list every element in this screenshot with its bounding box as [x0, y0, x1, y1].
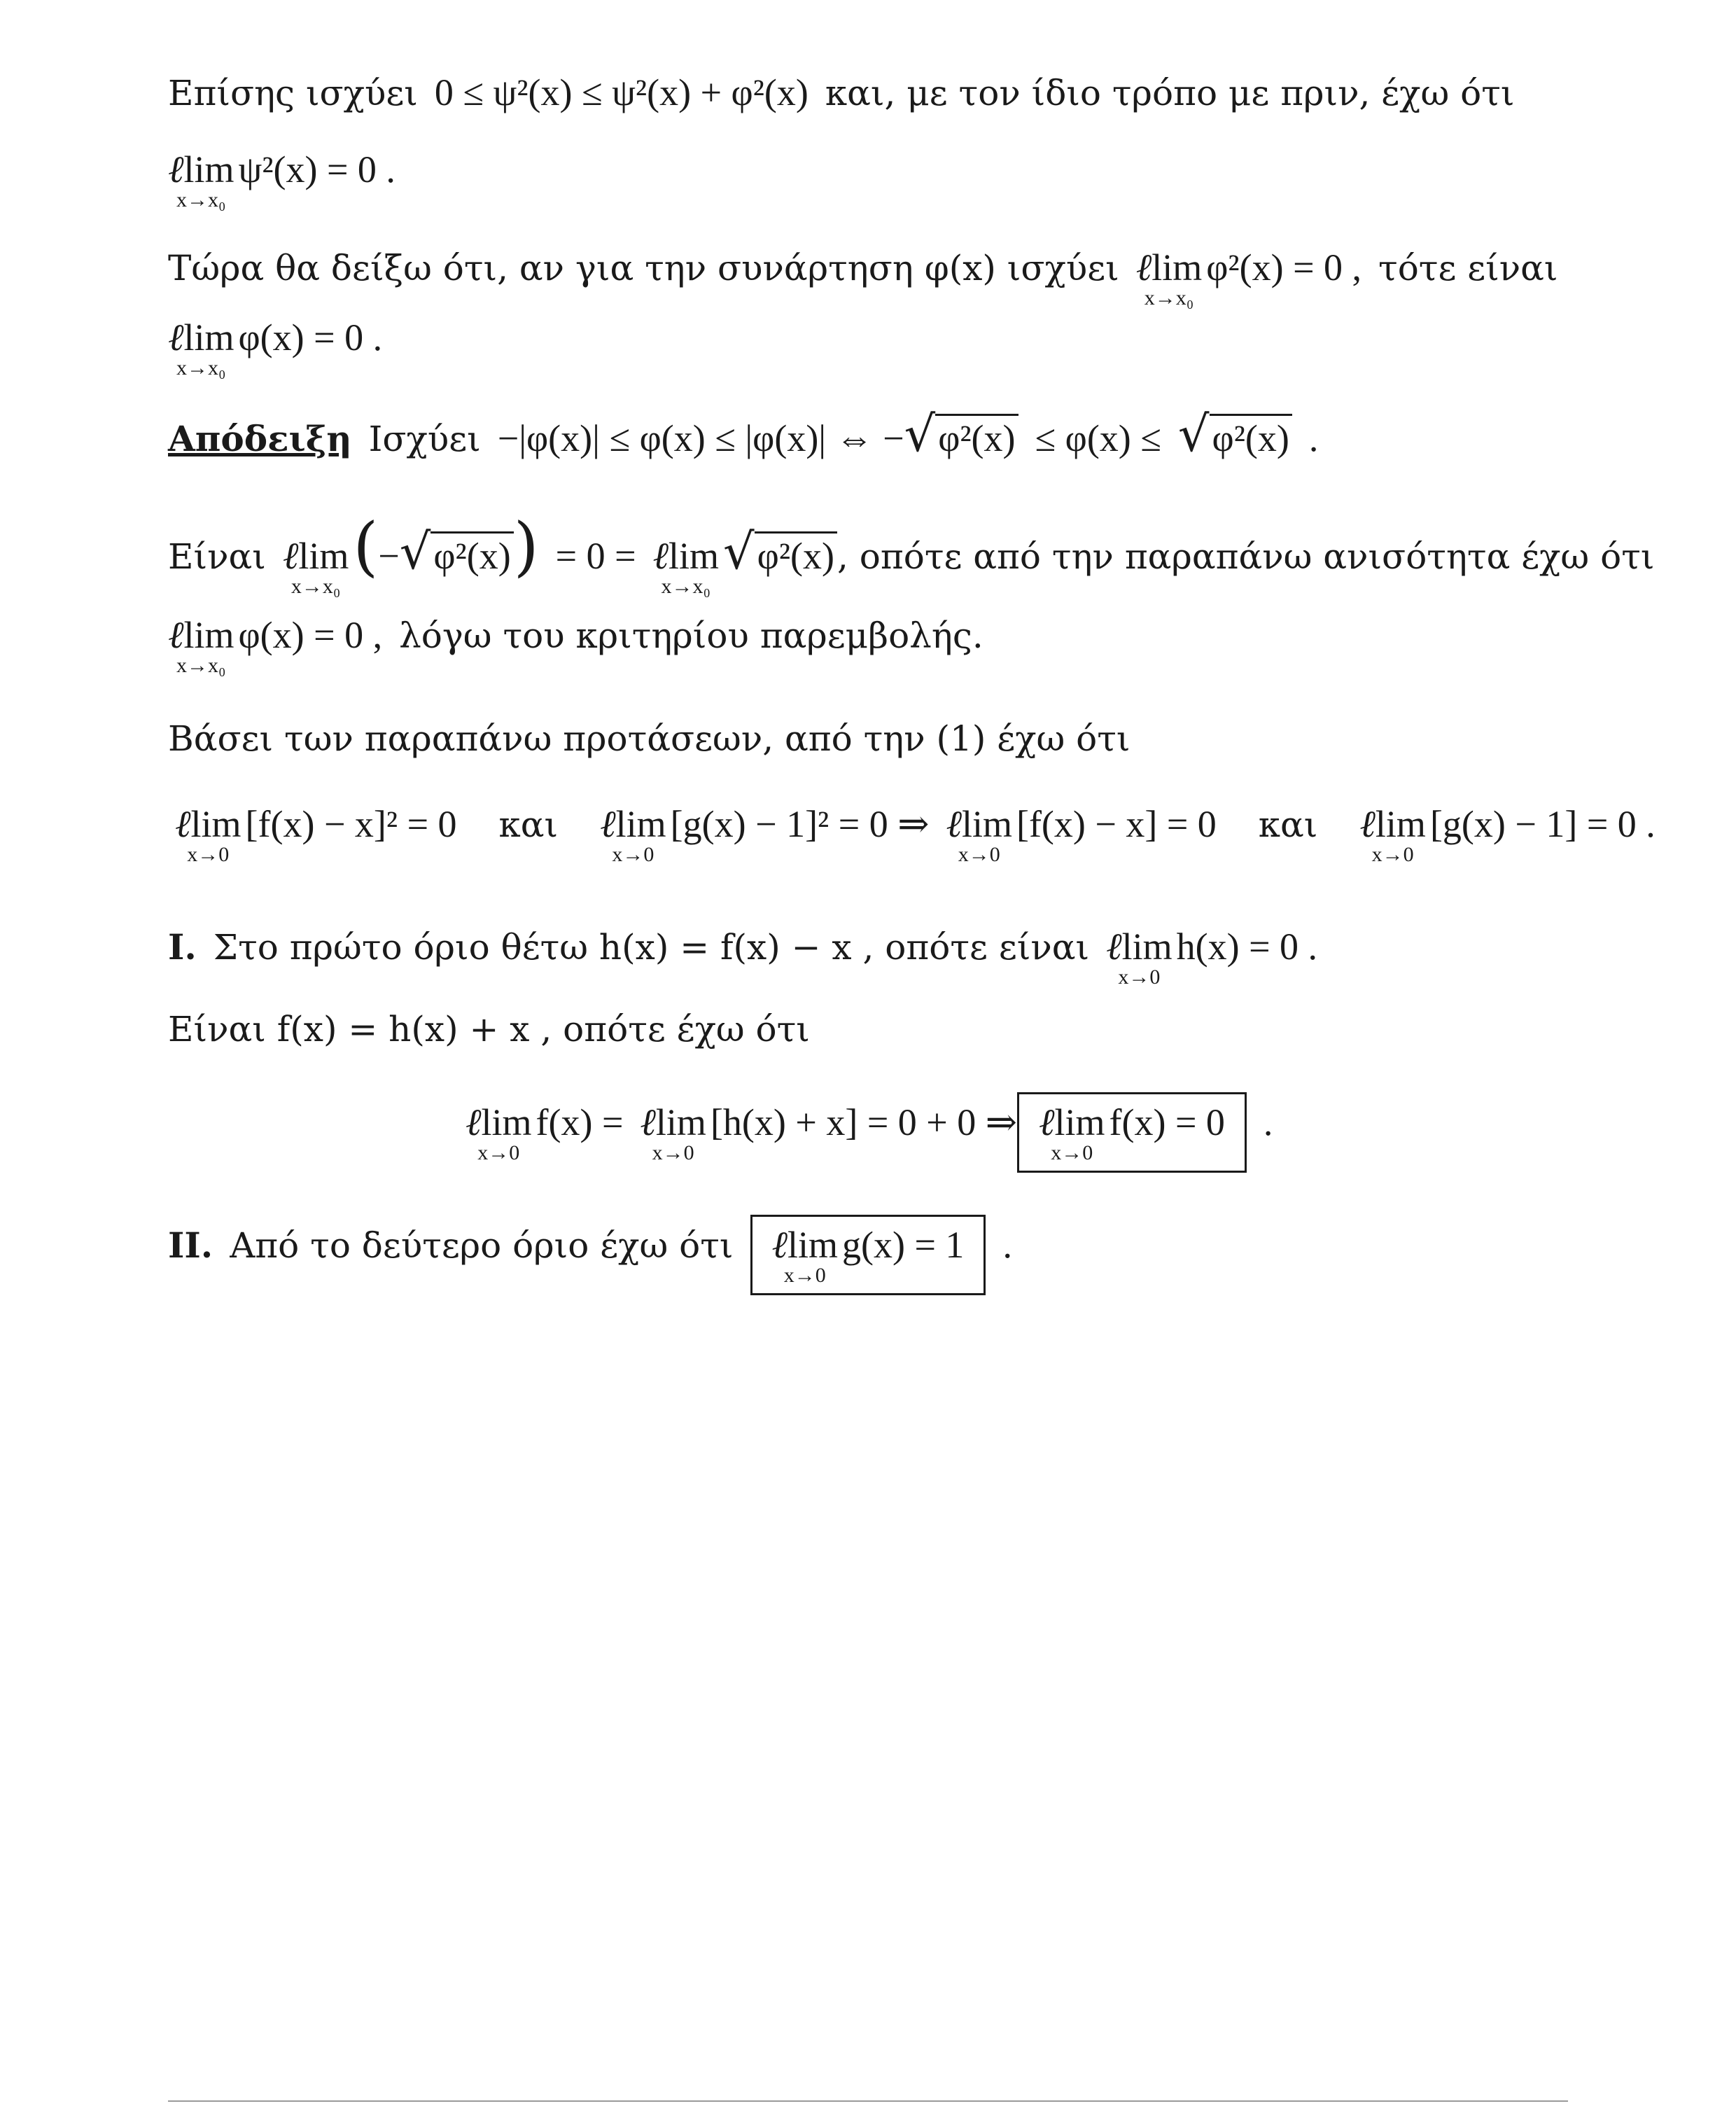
text: τότε είναι — [1378, 248, 1558, 288]
math: h(x) = 0 . — [1176, 926, 1318, 968]
line-1 — [168, 70, 1515, 116]
limit-sub: x→0 — [958, 842, 1000, 866]
line-12 — [465, 1092, 1273, 1173]
text: Τώρα θα δείξω ότι, αν για την συνάρτηση φ(x) ισχύει — [168, 248, 1119, 288]
limit-sub: x→x₀ — [176, 653, 226, 677]
math: [g(x) − 1]² = 0 ⇒ — [670, 803, 930, 845]
limit: ℓlim x→x₀ — [652, 535, 720, 598]
math: φ²(x) = 0 , — [1206, 246, 1362, 288]
math: −|φ(x)| ≤ φ(x) ≤ |φ(x)| ⇔ − — [497, 417, 904, 459]
limit-sub: x→0 — [477, 1141, 520, 1164]
limit: ℓlim x→0 — [175, 803, 241, 866]
footer-divider — [168, 2100, 1568, 2102]
math: ψ²(x) = 0 . — [238, 148, 396, 190]
limit-sub: x→x₀ — [661, 574, 711, 598]
line-3 — [168, 245, 1558, 309]
line-5 — [168, 405, 1319, 463]
limit: ℓlim x→0 — [946, 803, 1012, 866]
limit: ℓlim x→x₀ — [1135, 246, 1203, 309]
limit-sub: x→0 — [612, 842, 654, 866]
limit: ℓlim x→x₀ — [168, 614, 234, 677]
line-13 — [168, 1215, 1012, 1295]
item-label: I. — [168, 926, 197, 968]
limit: ℓlim x→0 — [1106, 926, 1172, 989]
paren-close: ) — [513, 509, 539, 584]
item-label: II. — [168, 1225, 214, 1266]
text: Είναι — [168, 536, 266, 577]
text: λόγω του κριτηρίου παρεμβολής. — [399, 615, 983, 656]
math: 0 ≤ ψ²(x) ≤ ψ²(x) + φ²(x) — [434, 71, 808, 113]
paren-open: ( — [353, 509, 379, 584]
math: [h(x) + x] = 0 + 0 ⇒ — [710, 1101, 1017, 1143]
line-8 — [168, 718, 1130, 760]
sqrt: √ φ²(x) — [904, 410, 1018, 461]
line-7 — [168, 613, 983, 676]
line-2 — [168, 147, 396, 211]
sqrt: √ φ²(x) — [400, 527, 514, 579]
math: f(x) = — [536, 1101, 624, 1143]
limit: ℓlim x→x₀ — [168, 148, 234, 211]
period: . — [1308, 417, 1319, 459]
limit-sub: x→x₀ — [176, 188, 226, 211]
limit: ℓlim x→0 — [771, 1224, 839, 1287]
math: g(x) = 1 — [842, 1224, 965, 1266]
math: φ(x) = 0 . — [238, 316, 383, 358]
period: . — [1002, 1224, 1012, 1266]
line-9 — [175, 802, 1656, 865]
limit-sub: x→0 — [1051, 1141, 1093, 1164]
math: [f(x) − x] = 0 — [1016, 803, 1217, 845]
math: ≤ φ(x) ≤ — [1035, 417, 1161, 459]
line-6 — [168, 509, 1655, 598]
text: Είναι f(x) = h(x) + x , οπότε έχω ότι — [168, 1009, 810, 1049]
text: και — [498, 804, 559, 845]
limit: ℓlim x→x₀ — [282, 535, 349, 598]
limit: ℓlim x→0 — [1038, 1101, 1105, 1164]
proof-label: Απόδειξη — [168, 418, 352, 459]
period: . — [1263, 1101, 1273, 1143]
limit-sub: x→x₀ — [290, 574, 341, 598]
text: Επίσης ισχύει — [168, 73, 418, 113]
text: Βάσει των παραπάνω προτάσεων, από την (1) έχω ότι — [168, 718, 1130, 759]
text: και, με τον ίδιο τρόπο με πριν, έχω ότι — [825, 73, 1515, 113]
limit-sub: x→x₀ — [176, 356, 226, 379]
limit: ℓlim x→0 — [1359, 803, 1426, 866]
text: Ισχύει — [368, 419, 481, 459]
text: Από το δεύτερο όριο έχω ότι — [230, 1225, 734, 1266]
limit-sub: x→0 — [783, 1263, 826, 1287]
line-10 — [168, 924, 1317, 988]
math: φ(x) = 0 , — [238, 614, 383, 656]
math: f(x) = 0 — [1109, 1101, 1225, 1143]
sqrt: √ φ²(x) — [1178, 410, 1292, 461]
limit-sub: x→0 — [1118, 965, 1161, 989]
limit: ℓlim x→0 — [640, 1101, 706, 1164]
limit: ℓlim x→0 — [465, 1101, 532, 1164]
text: Στο πρώτο όριο θέτω h(x) = f(x) − x , οπότε είναι — [213, 927, 1090, 968]
sqrt: √ φ²(x) — [723, 527, 837, 579]
line-11 — [168, 1008, 810, 1050]
math: [f(x) − x]² = 0 — [245, 803, 457, 845]
text: και — [1258, 804, 1318, 845]
line-4 — [168, 315, 382, 379]
boxed-result — [750, 1215, 986, 1295]
boxed-result — [1017, 1092, 1247, 1173]
math: − — [378, 535, 400, 577]
limit: ℓlim x→x₀ — [168, 316, 234, 379]
math: = 0 = — [555, 535, 636, 577]
limit-sub: x→x₀ — [1144, 286, 1194, 309]
limit-sub: x→0 — [1371, 842, 1414, 866]
limit-sub: x→0 — [187, 842, 230, 866]
limit-sub: x→0 — [652, 1141, 694, 1164]
math: [g(x) − 1] = 0 . — [1429, 803, 1656, 845]
text: , οπότε από την παραπάνω ανισότητα έχω ότι — [836, 536, 1655, 577]
limit: ℓlim x→0 — [600, 803, 666, 866]
